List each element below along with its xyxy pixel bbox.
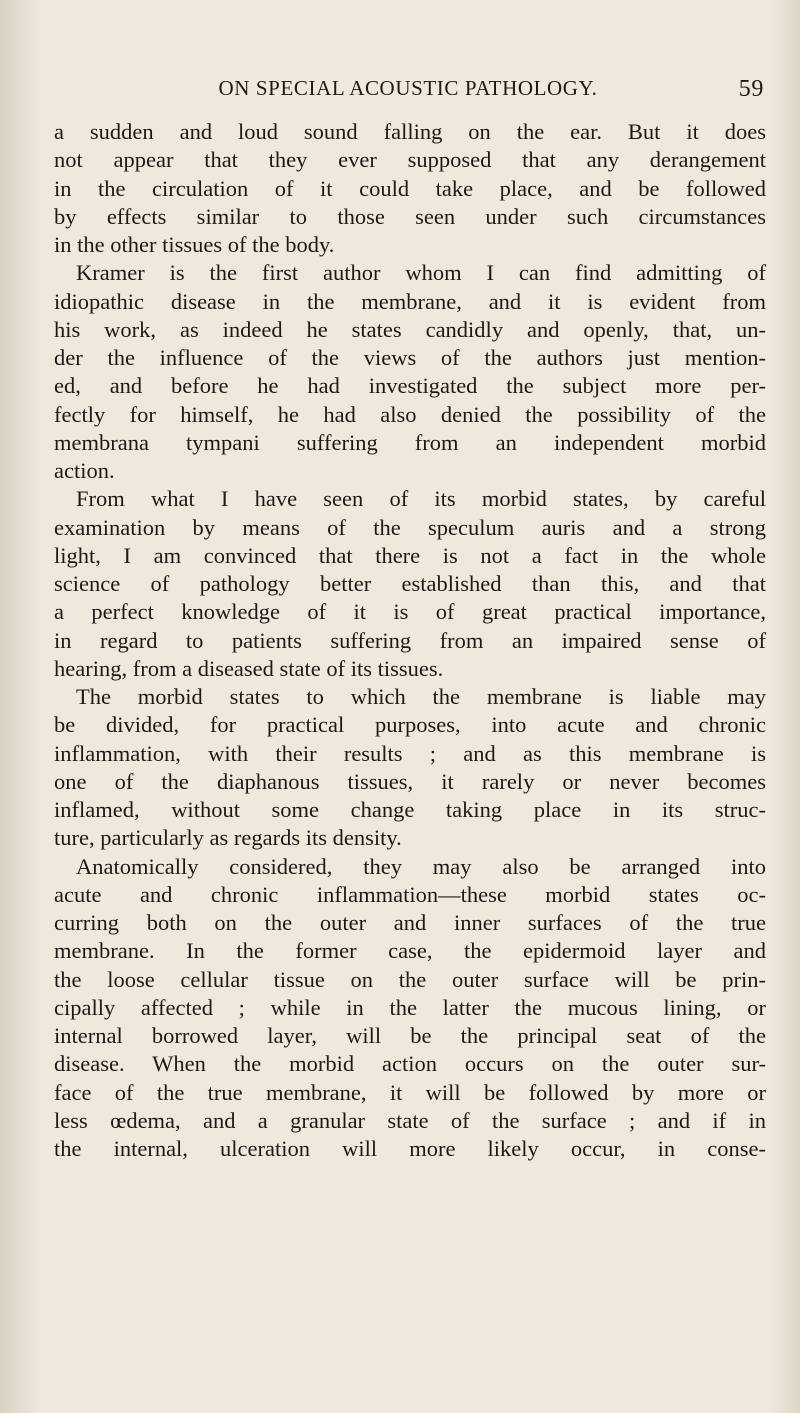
text-line: inflammation, with their results ; and as this membrane is [54,740,766,766]
text-line: in regard to patients suffering from an impaired sense of [54,627,766,653]
text-line: a sudden and loud sound falling on the ear. But it does [54,119,766,144]
text-line: fectly for himself, he had also denied the possibility of the [54,401,766,427]
text-line: ed, and before he had investigated the subject more per- [54,373,766,399]
text-line: disease. When the morbid action occurs on the outer sur- [54,1051,766,1077]
text-line: in the circulation of it could take place, and be followed [54,175,766,201]
text-line: internal borrowed layer, will be the principal seat of the [54,1023,766,1048]
text-line: action. [54,458,115,483]
text-line: not appear that they ever supposed that any derangement [54,147,766,173]
text-line: inflamed, without some change taking place in its struc- [54,797,766,822]
page-number: 59 [738,76,764,102]
text-line: his work, as indeed he states candidly and openly, that, un- [54,316,766,342]
text-line: face of the true membrane, it will be followed by more or [54,1079,766,1105]
text-line: the loose cellular tissue on the outer surface will be prin- [54,966,766,992]
text-line: der the influence of the views of the authors just mention- [54,345,766,370]
text-line: light, I am convinced that there is not a fact in the whole [54,542,766,568]
text-line: science of pathology better established than this, and that [54,571,766,596]
text-line: ture, particularly as regards its density. [54,825,402,851]
text-line: membrane. In the former case, the epidermoid layer and [54,938,766,964]
text-line: From what I have seen of its morbid states, by careful [76,486,766,512]
text-line: Anatomically considered, they may also be arranged into [76,853,766,879]
body-text [54,118,766,1163]
text-line: The morbid states to which the membrane is liable may [76,684,766,709]
text-line: in the other tissues of the body. [54,232,335,257]
text-line: hearing, from a diseased state of its tissues. [54,655,444,681]
text-line: acute and chronic inflammation—these morbid states oc- [54,881,766,907]
text-line: be divided, for practical purposes, into acute and chronic [54,712,766,738]
text-line: one of the diaphanous tissues, it rarely or never becomes [54,768,766,794]
text-line: idiopathic disease in the membrane, and it is evident from [54,288,766,314]
text-line: membrana tympani suffering from an independent morbid [54,429,766,455]
text-line: the internal, ulceration will more likely occur, in conse- [54,1136,766,1161]
text-line: cipally affected ; while in the latter the mucous lining, or [54,994,766,1020]
running-title: ON SPECIAL ACOUSTIC PATHOLOGY. [218,76,598,100]
text-line: by effects similar to those seen under such circumstances [54,203,766,229]
running-header [52,76,764,106]
text-line: curring both on the outer and inner surfaces of the true [54,910,766,935]
text-line: a perfect knowledge of it is of great practical importance, [54,599,766,625]
text-line: examination by means of the speculum auris and a strong [54,514,766,540]
text-line: less œdema, and a granular state of the surface ; and if in [54,1107,766,1133]
text-line: Kramer is the first author whom I can find admitting of [76,260,766,286]
